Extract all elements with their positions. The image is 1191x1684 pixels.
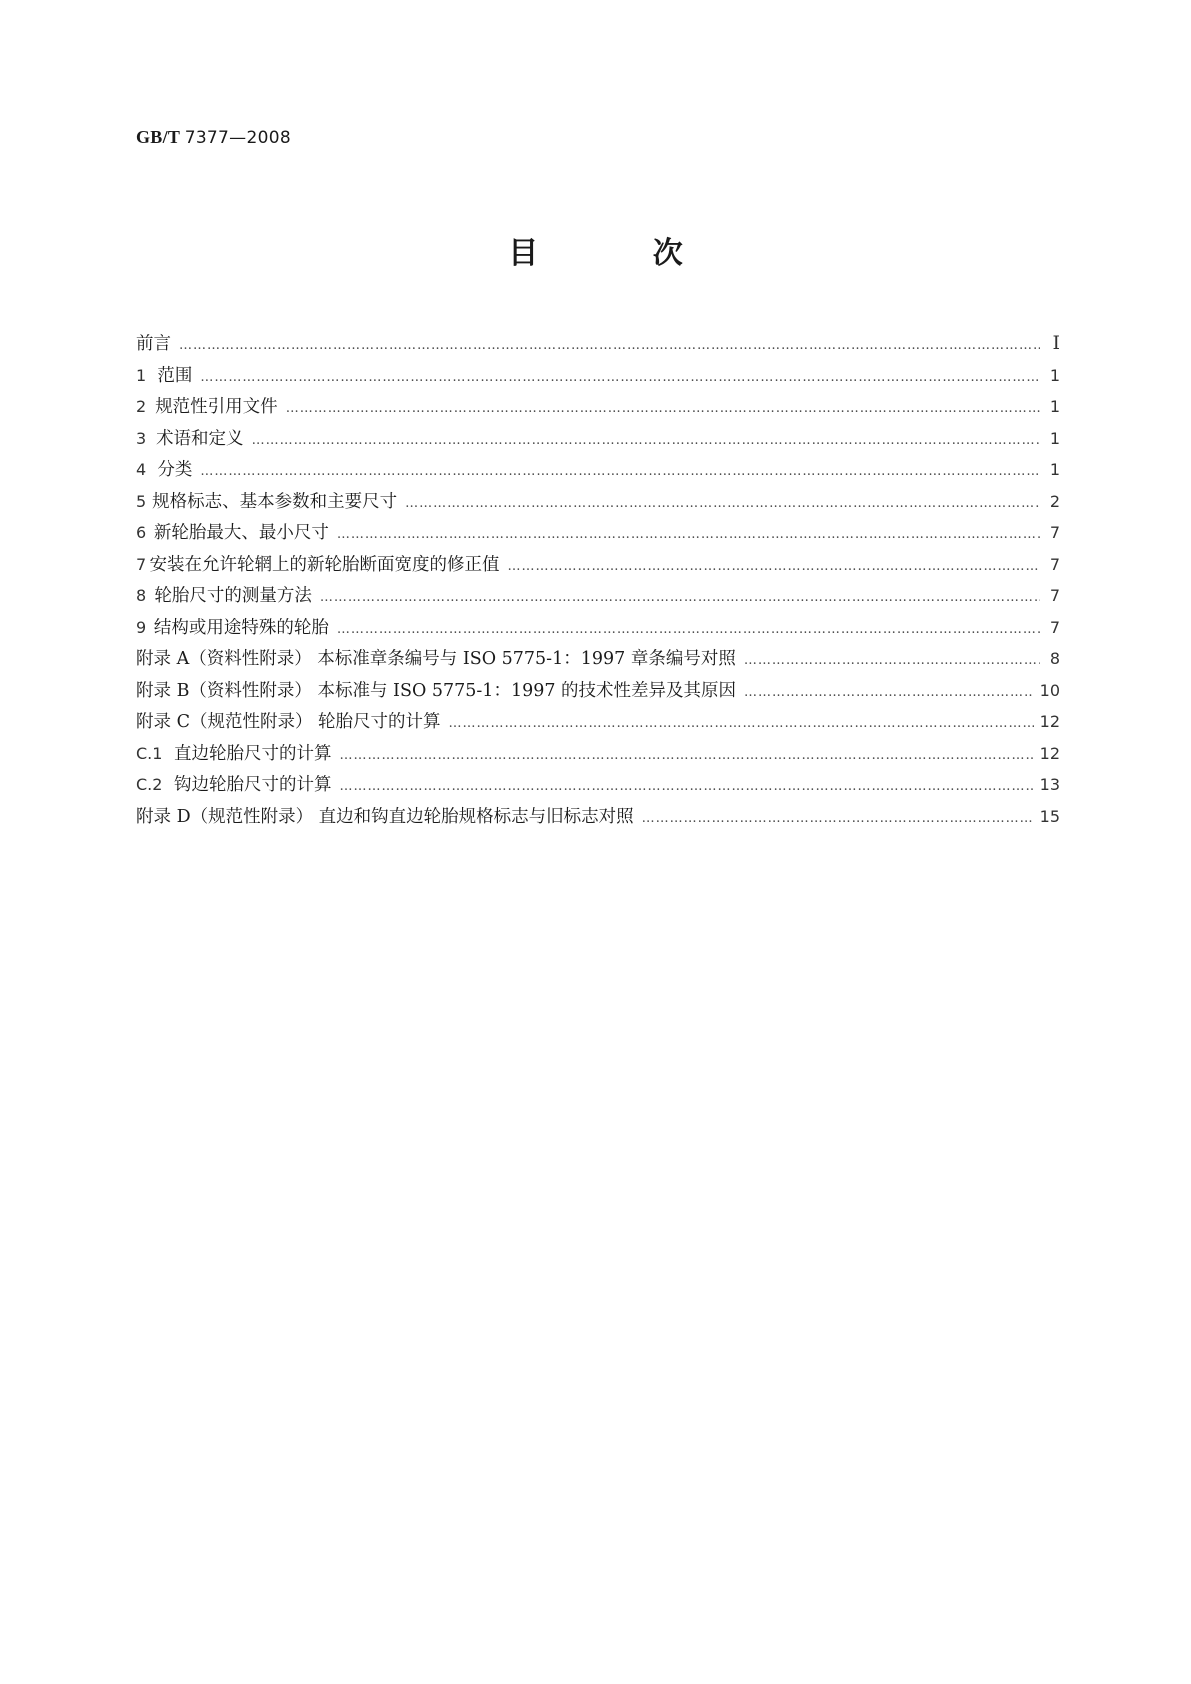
toc-entry-label: 分类 bbox=[157, 460, 193, 480]
toc-leader-dots bbox=[320, 582, 1040, 614]
toc-entry[interactable] bbox=[136, 769, 1060, 801]
toc-leader-dots bbox=[449, 708, 1034, 740]
toc-entry[interactable] bbox=[136, 391, 1060, 423]
page-title: 目 次 bbox=[508, 236, 735, 271]
toc-entry-number: 6 bbox=[136, 523, 147, 542]
toc-entry-page: 7 bbox=[1049, 617, 1060, 637]
toc-entry-label: 范围 bbox=[157, 365, 193, 386]
toc-entry-page: 10 bbox=[1039, 680, 1060, 700]
standard-code: 7377—2008 bbox=[184, 128, 291, 148]
toc-entry[interactable] bbox=[136, 549, 1060, 581]
toc-entry-label: 结构或用途特殊的轮胎 bbox=[153, 617, 329, 638]
standard-number bbox=[136, 127, 291, 148]
toc-leader-dots bbox=[200, 362, 1040, 394]
toc-entry[interactable] bbox=[136, 738, 1060, 770]
toc-entry-page: 8 bbox=[1049, 649, 1060, 668]
toc-entry-number: 1 bbox=[136, 365, 147, 385]
toc-entry[interactable] bbox=[136, 423, 1060, 455]
toc-leader-dots bbox=[405, 488, 1040, 520]
toc-entry-page: 1 bbox=[1049, 397, 1060, 416]
toc-entry-number: C.1 bbox=[136, 743, 163, 763]
toc-entry-number: 5 bbox=[136, 491, 147, 511]
toc-entry[interactable] bbox=[136, 517, 1060, 549]
toc-leader-dots bbox=[252, 425, 1040, 457]
toc-entry-page: 2 bbox=[1049, 491, 1060, 511]
table-of-contents bbox=[136, 328, 1060, 832]
toc-entry-page: 12 bbox=[1039, 743, 1060, 763]
toc-entry-label: 规范性引用文件 bbox=[155, 397, 278, 417]
toc-entry[interactable] bbox=[136, 801, 1060, 833]
toc-entry-page: 1 bbox=[1049, 428, 1060, 448]
toc-leader-dots bbox=[508, 551, 1040, 583]
toc-leader-dots bbox=[179, 330, 1040, 362]
toc-leader-dots bbox=[744, 677, 1034, 709]
toc-leader-dots bbox=[286, 393, 1040, 425]
toc-entry[interactable] bbox=[136, 612, 1060, 644]
toc-entry-label: 规格标志、基本参数和主要尺寸 bbox=[152, 491, 398, 512]
toc-entry-page: 13 bbox=[1039, 775, 1060, 794]
toc-entry-label: 术语和定义 bbox=[156, 428, 244, 449]
toc-entry-page: 1 bbox=[1049, 365, 1060, 385]
toc-entry-number: 9 bbox=[136, 617, 147, 637]
toc-leader-dots bbox=[200, 456, 1040, 488]
toc-entry-label: 附录 C（规范性附录） 轮胎尺寸的计算 bbox=[136, 712, 441, 732]
toc-entry-page: Ⅰ bbox=[1052, 333, 1060, 354]
toc-leader-dots bbox=[337, 519, 1040, 551]
toc-entry-label: 附录 A（资料性附录） 本标准章条编号与 ISO 5775-1：1997 章条编号对照 bbox=[136, 649, 736, 669]
toc-entry-number: 8 bbox=[136, 586, 147, 605]
toc-entry-page: 1 bbox=[1049, 460, 1060, 479]
toc-entry-number: 7 bbox=[136, 554, 147, 574]
toc-entry-page: 7 bbox=[1049, 523, 1060, 542]
toc-entry[interactable] bbox=[136, 643, 1060, 675]
toc-entry-page: 15 bbox=[1039, 806, 1060, 826]
toc-entry-number: 4 bbox=[136, 460, 147, 479]
toc-leader-dots bbox=[337, 614, 1040, 646]
toc-entry-label: 轮胎尺寸的测量方法 bbox=[154, 586, 312, 606]
toc-entry[interactable] bbox=[136, 454, 1060, 486]
toc-entry-number: C.2 bbox=[136, 775, 163, 794]
toc-leader-dots bbox=[340, 740, 1034, 772]
toc-entry[interactable] bbox=[136, 486, 1060, 518]
toc-entry-label: 前言 bbox=[136, 334, 171, 354]
toc-entry-label: 附录 D（规范性附录） 直边和钩直边轮胎规格标志与旧标志对照 bbox=[136, 806, 634, 827]
toc-entry-label: 附录 B（资料性附录） 本标准与 ISO 5775-1：1997 的技术性差异及其原因 bbox=[136, 680, 737, 701]
toc-entry-page: 7 bbox=[1049, 586, 1060, 605]
toc-entry-label: 钩边轮胎尺寸的计算 bbox=[174, 775, 332, 795]
toc-entry-label: 新轮胎最大、最小尺寸 bbox=[153, 523, 329, 543]
toc-entry-number: 3 bbox=[136, 428, 147, 448]
toc-entry[interactable] bbox=[136, 328, 1060, 360]
toc-entry-page: 12 bbox=[1039, 712, 1060, 731]
toc-leader-dots bbox=[642, 803, 1034, 835]
toc-entry-label: 安装在允许轮辋上的新轮胎断面宽度的修正值 bbox=[149, 554, 500, 575]
standard-prefix: GB/T bbox=[136, 127, 180, 147]
toc-leader-dots bbox=[340, 771, 1034, 803]
toc-entry[interactable] bbox=[136, 706, 1060, 738]
toc-entry-number: 2 bbox=[136, 397, 147, 416]
toc-entry[interactable] bbox=[136, 580, 1060, 612]
toc-entry-label: 直边轮胎尺寸的计算 bbox=[174, 743, 332, 764]
toc-entry[interactable] bbox=[136, 675, 1060, 707]
toc-entry-page: 7 bbox=[1049, 554, 1060, 574]
toc-entry[interactable] bbox=[136, 360, 1060, 392]
toc-leader-dots bbox=[744, 645, 1040, 677]
